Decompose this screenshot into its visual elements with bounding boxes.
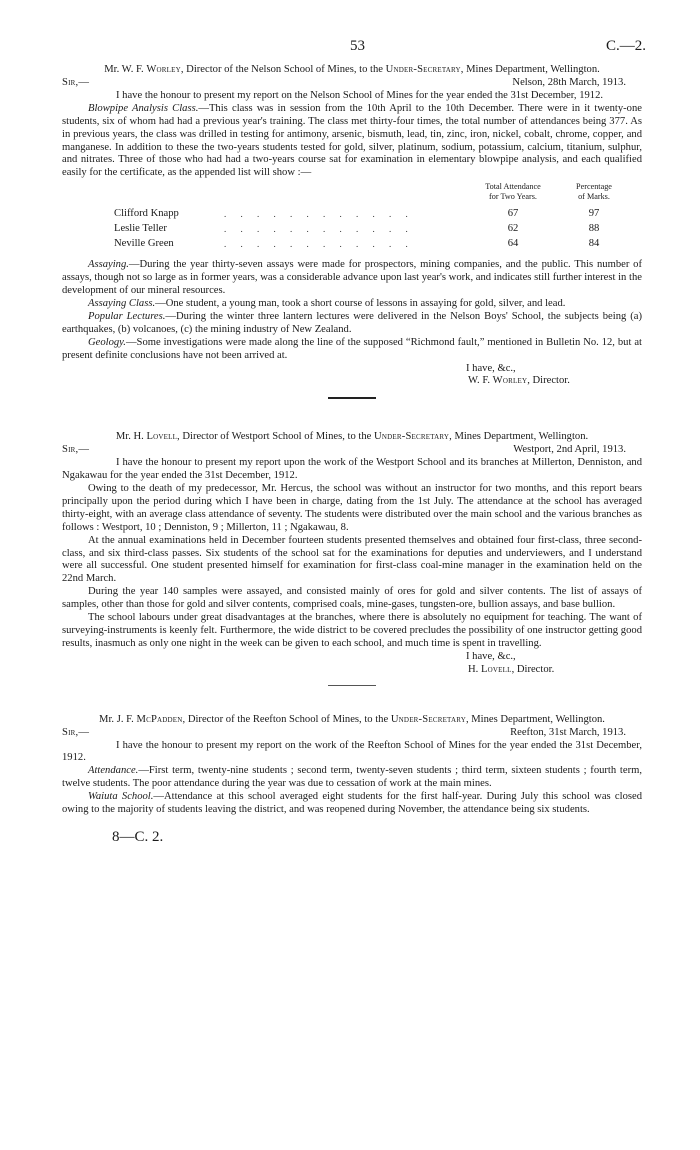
table-row bbox=[62, 223, 642, 238]
student-name: Neville Green bbox=[114, 238, 174, 250]
leader-dots: . . . . . . . . . . . . bbox=[224, 239, 414, 250]
signature: W. F. Worley, Director. bbox=[468, 375, 570, 387]
body-paragraph: The school labours under great disadvantages at the branches, where there is absolutely no equipment for teaching. The want of surveying-instruments is keenly felt. Furthermore, the wide district to be covered precludes the possibility of one instructor getting good results, inasmuch as only one night in the week can be given to each school, and much time is spent in travelling. bbox=[62, 612, 642, 649]
assaying-class-paragraph: Assaying Class.—One student, a young man, took a short course of lessons in assaying for gold, silver, and lead. bbox=[88, 297, 566, 309]
attendance-paragraph: Attendance.—First term, twenty-nine students ; second term, twenty-seven students ; third term, sixteen students ; fourth term, twelve students. The poor attendance during the year was due to cessation of work at the main mines. bbox=[62, 765, 642, 790]
section-divider bbox=[328, 685, 376, 686]
letter-westport bbox=[62, 431, 642, 676]
salutation: Sir,— bbox=[62, 444, 90, 456]
student-name: Clifford Knapp bbox=[114, 208, 179, 220]
percentage-value: 88 bbox=[588, 223, 600, 235]
closing: I have, &c., bbox=[466, 362, 516, 374]
document-page bbox=[62, 38, 646, 845]
column-header-attendance: Total Attendance for Two Years. bbox=[485, 182, 541, 202]
intro-paragraph: I have the honour to present my report on the Nelson School of Mines for the year ended the 31st December, 1912. bbox=[116, 89, 604, 101]
letter-nelson bbox=[62, 64, 642, 388]
attendance-value: 67 bbox=[507, 208, 519, 220]
attendance-value: 62 bbox=[507, 223, 519, 235]
results-table bbox=[62, 182, 642, 253]
letter-address: Mr. W. F. Worley, Director of the Nelson School of Mines, to the Under-Secretary, Mines Department, Wellington. bbox=[104, 64, 600, 75]
letter-address: Mr. H. Lovell, Director of Westport School of Mines, to the Under-Secretary, Mines Department, Wellington. bbox=[115, 431, 589, 443]
place-date: Westport, 2nd April, 1913. bbox=[513, 444, 626, 456]
leader-dots: . . . . . . . . . . . . bbox=[224, 209, 414, 220]
lectures-paragraph: Popular Lectures.—During the winter three lantern lectures were delivered in the Nelson Boys' School, the subjects being (a) earthquakes, (b) volcanoes, (c) the mining industry of New Zealand. bbox=[62, 310, 642, 335]
waiuta-paragraph: Waiuta School.—Attendance at this school averaged eight students for the first half-year. During July this school was closed owing to the majority of students leaving the district, and was reopened during November, the attendance being six students. bbox=[62, 791, 642, 816]
paper-reference: C.—2. bbox=[605, 38, 646, 54]
salutation-line bbox=[62, 77, 642, 90]
percentage-value: 97 bbox=[588, 208, 600, 220]
closing: I have, &c., bbox=[466, 650, 516, 662]
body-paragraph: Owing to the death of my predecessor, Mr. Hercus, the school was without an instructor for two months, and this report bears principally upon the period during which I have been in charge, dating from the 1st July. The attendance at the school has averaged thirty-eight, with an average class attendance of seventy. The students were distributed over the main school and the various branches as follows : Westport, 10 ; Denniston, 9 ; Millerton, 11 ; Ngakawau, 8. bbox=[62, 483, 642, 533]
body-paragraph: At the annual examinations held in December fourteen students presented themselves and obtained four first-class, three second-class, and six third-class passes. Six students of the school sat for the examinations for deputies and underviewers, and I understand were all successful. One student presented himself for examination for first-class coal-mine manager in the examination held on the 22nd March. bbox=[62, 534, 642, 585]
signature-mark: 8—C. 2. bbox=[112, 828, 164, 845]
salutation: Sir,— bbox=[62, 726, 90, 738]
page-number: 53 bbox=[350, 38, 365, 54]
salutation-line bbox=[62, 444, 642, 457]
place-date: Reefton, 31st March, 1913. bbox=[510, 726, 626, 738]
table-row bbox=[62, 208, 642, 223]
signature: H. Lovell, Director. bbox=[468, 663, 555, 675]
assaying-paragraph: Assaying.—During the year thirty-seven assays were made for prospectors, mining companies, and the public. This number of assays, though not so large as in former years, was a considerable advance upon last year's work, and indicates still further interest in the development of our mineral resources. bbox=[62, 259, 642, 297]
place-date: Nelson, 28th March, 1913. bbox=[512, 76, 626, 88]
student-name: Leslie Teller bbox=[114, 223, 167, 235]
table-row bbox=[62, 238, 642, 253]
page-header bbox=[62, 38, 646, 64]
salutation: Sir,— bbox=[62, 76, 90, 88]
table-header bbox=[62, 182, 642, 208]
leader-dots: . . . . . . . . . . . . bbox=[224, 224, 414, 235]
attendance-value: 64 bbox=[507, 238, 519, 250]
body-paragraph: During the year 140 samples were assayed, and consisted mainly of ores for gold and silver contents. The list of assays of samples, other than those for gold and silver contents, comprised coals, mine-gases, tungsten-ore, bullion assays, and base bullion. bbox=[62, 586, 642, 611]
blowpipe-paragraph: Blowpipe Analysis Class.—This class was in session from the 10th April to the 10th December. There were in it twenty-one students, six of whom had had a previous year's training. The class met thirty-four times, the total number of attendances being 377. As in previous years, the class was drilled in testing for antimony, arsenic, bismuth, lead, tin, zinc, iron, nickel, cobalt, chrome, copper, and manganese. In addition to these the two-years students tested for gold, silver, platinum, sodium, potassium, calcium, titanium, sulphur, and nitrates. Three of those who had had a two-years course sat for examination in elementary blowpipe analysis, and each qualified easily for the certificate, as the appended list will show :— bbox=[62, 102, 642, 179]
intro-paragraph: I have the honour to present my report upon the work of the Westport School and its branches at Millerton, Denniston, and Ngakawau for the year ended the 31st December, 1912. bbox=[62, 457, 642, 482]
column-header-percentage: Percentage of Marks. bbox=[576, 182, 612, 202]
salutation-line bbox=[62, 727, 642, 740]
letter-reefton bbox=[62, 714, 642, 817]
geology-paragraph: Geology.—Some investigations were made along the line of the supposed “Richmond fault,” mentioned in Bulletin No. 12, but at present definite conclusions have not been arrived at. bbox=[62, 336, 642, 361]
letter-address: Mr. J. F. McPadden, Director of the Reefton School of Mines, to the Under-Secretary, Mines Department, Wellington. bbox=[99, 713, 605, 725]
section-divider bbox=[328, 397, 376, 399]
percentage-value: 84 bbox=[588, 238, 600, 250]
intro-paragraph: I have the honour to present my report on the work of the Reefton School of Mines for the year ended the 31st December, 1912. bbox=[62, 739, 642, 764]
